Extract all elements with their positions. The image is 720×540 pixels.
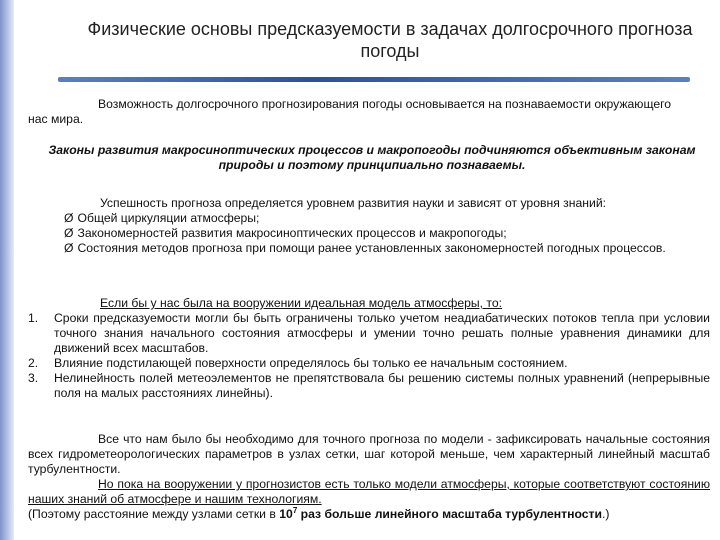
paragraph-laws: Законы развития макросиноптических процессов и макропогоды подчиняются объективным законам природы и поэтому принципиально познаваемы. xyxy=(48,143,696,172)
paragraph-grid-distance: (Поэтому расстояние между узлами сетки в $10^7$ раз больше линейного масштаба турбулентности.) xyxy=(28,505,610,521)
bullet-item: Ø Состояния методов прогноза при помощи ранее установленных закономерностей погодных процессов. xyxy=(64,241,666,255)
bullet-item: Ø Общей циркуляции атмосферы; xyxy=(64,211,260,225)
numbered-item: 1. Сроки предсказуемости могли бы быть ограничены только учетом неадиабатических потоков тепла при условии точного знания начального состояния атмосферы и умении точно решать полные уравнения динамики для движений всех масштабов. xyxy=(28,311,710,355)
ideal-model-intro: Если бы у нас была на вооружении идеальная модель атмосферы, то: xyxy=(100,296,503,310)
section-conclusion xyxy=(28,432,710,522)
success-intro: Успешность прогноза определяется уровнем развития науки и зависят от уровня знаний: xyxy=(100,196,607,210)
numbered-item: 3. Нелинейность полей метеоэлементов не препятствовала бы решению системы полных уравнений (непрерывные поля на малых расстояниях линейны). xyxy=(28,371,710,400)
title-underline xyxy=(58,77,690,82)
section-success xyxy=(64,196,710,256)
arrow-bullet-icon: Ø xyxy=(64,241,74,255)
slide-title: Физические основы предсказуемости в задачах долгосрочного прогноза погоды xyxy=(87,19,693,61)
paragraph-knowability: Возможность долгосрочного прогнозирования погоды основывается на познаваемости окружающего нас мира. xyxy=(28,97,672,126)
arrow-bullet-icon: Ø xyxy=(64,211,74,225)
section-ideal-model xyxy=(28,296,710,401)
arrow-bullet-icon: Ø xyxy=(64,226,74,240)
left-accent-bar xyxy=(0,0,14,540)
bullet-item: Ø Закономерностей развития макросиноптических процессов и макропогоды; xyxy=(64,226,507,240)
paragraph-precise-forecast: Все что нам было бы необходимо для точного прогноза по модели - зафиксировать начальные состояния всех гидрометеорологических параметров в узлах сетки, шаг которой меньше, чем характерный линейный масштаб турбулентности. xyxy=(28,432,710,476)
numbered-item: 2. Влияние подстилающей поверхности определялось бы только ее начальным состоянием. xyxy=(28,356,568,370)
paragraph-current-models: Но пока на вооружении у прогнозистов есть только модели атмосферы, которые соответствуют состоянию наших знаний об атмосфере и нашим технологиям. xyxy=(28,477,710,506)
